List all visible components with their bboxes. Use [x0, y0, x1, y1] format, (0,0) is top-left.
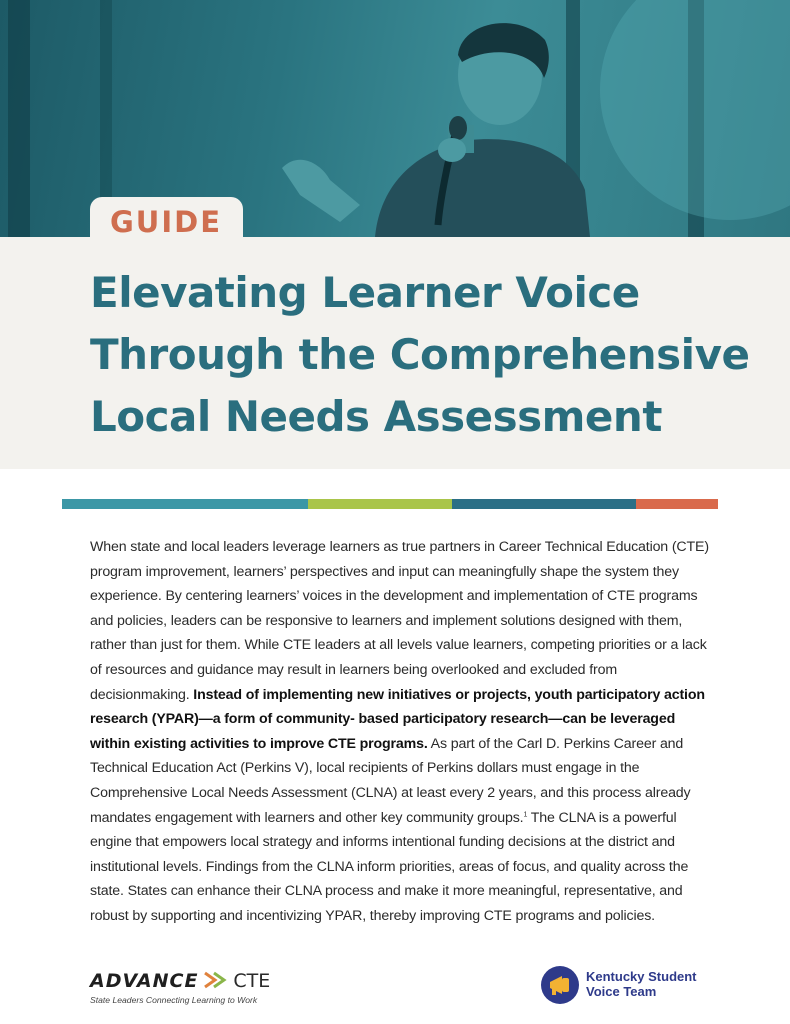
ky-team-name [586, 969, 697, 999]
advance-wordmark: ADVANCE [90, 970, 199, 992]
kentucky-student-voice-logo [540, 965, 720, 1005]
page-title [90, 262, 770, 448]
ky-line-1: Kentucky Student [586, 969, 697, 984]
guide-label: GUIDE [110, 205, 223, 239]
key-point-text: Instead of implementing new initiatives or projects, youth participatory action research (YPAR)—a form of community- based participatory research—can be leveraged within existing activities to improve CTE programs. [90, 686, 705, 752]
advance-cte-logo [90, 970, 270, 1010]
megaphone-icon [540, 965, 580, 1005]
advance-tagline: State Leaders Connecting Learning to Work [90, 995, 258, 1005]
title-line: Elevating Learner Voice [90, 268, 640, 317]
divider-segment-green [308, 499, 452, 509]
title-line: Through the Comprehensive [90, 330, 750, 379]
ky-line-2: Voice Team [586, 984, 657, 999]
intro-text: When state and local leaders leverage learners as true partners in Career Technical Education (CTE) program improvement, learners’ perspectives and input can meaningfully shape the system they experience. By centering learners’ voices in the development and implementation of CTE programs and policies, leaders can be responsive to learners and implement solutions designed with them, rather than just for them. While CTE leaders at all levels value learners, competing priorities or a lack of resources and guidance may result in learners being overlooked and excluded from decisionmaking. [90, 539, 709, 703]
clna-text: The CLNA is a powerful engine that empowers local strategy and informs intentional funding decisions at the district and institutional levels. Findings from the CLNA inform priorities, areas of focus, and quality across the state. States can enhance their CLNA process and make it more meaningful, representative, and robust by supporting and incentivizing YPAR, thereby improving CTE programs and policies. [90, 809, 689, 924]
intro-paragraph [90, 535, 712, 929]
chevron-arrow-icon [203, 971, 229, 989]
cte-wordmark: CTE [233, 970, 271, 992]
divider-segment-blue [452, 499, 636, 509]
divider-segment-teal [62, 499, 308, 509]
footnote-ref[interactable]: 1 [523, 810, 528, 818]
perkins-text: As part of the Carl D. Perkins Career and Technical Education Act (Perkins V), local recipients of Perkins dollars must engage in the Comprehensive Local Needs Assessment (CLNA) at least every 2 years, and this process already mandates engagement with learners and other key community groups. [90, 735, 691, 826]
title-line: Local Needs Assessment [90, 392, 662, 441]
divider-segment-orange [636, 499, 718, 509]
